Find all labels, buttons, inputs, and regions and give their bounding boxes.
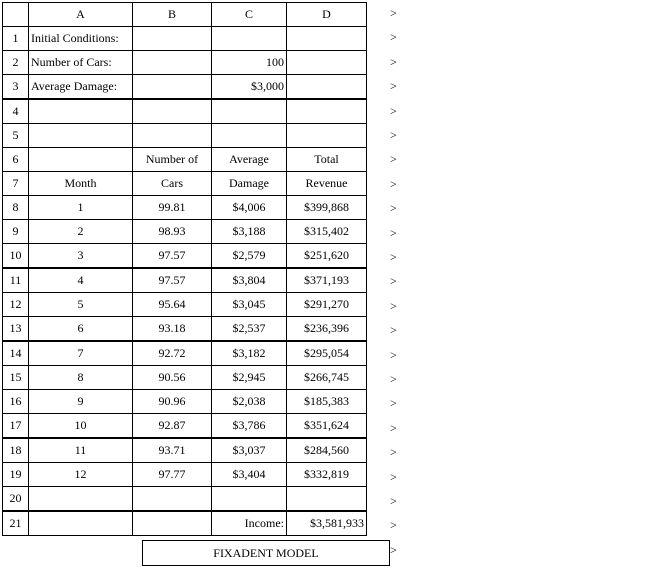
- row-header[interactable]: 11: [3, 268, 29, 293]
- row-header[interactable]: 12: [3, 293, 29, 317]
- row-header[interactable]: 18: [3, 438, 29, 463]
- cell-c[interactable]: $2,537: [212, 317, 287, 342]
- cell-c[interactable]: $3,045: [212, 293, 287, 317]
- column-header-a[interactable]: A: [29, 3, 133, 27]
- table-row: [3, 414, 367, 439]
- cell-d[interactable]: [287, 99, 367, 124]
- cell-c[interactable]: $3,000: [212, 75, 287, 100]
- cell-b[interactable]: [133, 511, 212, 536]
- overflow-arrow-icon: >: [390, 103, 397, 118]
- cell-b[interactable]: [133, 51, 212, 75]
- cell-d[interactable]: $332,819: [287, 463, 367, 487]
- cell-a[interactable]: 1: [29, 196, 133, 220]
- overflow-arrow-icon: >: [390, 54, 397, 69]
- row-header[interactable]: 19: [3, 463, 29, 487]
- cell-b[interactable]: 90.96: [133, 390, 212, 414]
- cell-b[interactable]: Cars: [133, 172, 212, 196]
- cell-b[interactable]: 93.71: [133, 438, 212, 463]
- row-header[interactable]: 16: [3, 390, 29, 414]
- overflow-arrow-icon: >: [390, 176, 397, 191]
- overflow-arrow-icon: >: [390, 128, 397, 142]
- table-row: [3, 341, 367, 366]
- cell-d[interactable]: [287, 487, 367, 512]
- row-header[interactable]: 5: [3, 124, 29, 148]
- cell-a[interactable]: 10: [29, 414, 133, 439]
- cell-c[interactable]: [212, 124, 287, 148]
- cell-d[interactable]: $291,270: [287, 293, 367, 317]
- overflow-arrow-icon: >: [390, 396, 397, 411]
- cell-a[interactable]: 8: [29, 366, 133, 390]
- cell-c[interactable]: $3,182: [212, 341, 287, 366]
- cell-b[interactable]: 97.77: [133, 463, 212, 487]
- table-row: [3, 438, 367, 463]
- row-header[interactable]: 10: [3, 244, 29, 269]
- cell-b[interactable]: 98.93: [133, 220, 212, 244]
- table-row: [3, 172, 367, 196]
- cell-a[interactable]: 3: [29, 244, 133, 269]
- cell-d[interactable]: Total: [287, 148, 367, 172]
- column-header-b[interactable]: B: [133, 3, 212, 27]
- cell-c[interactable]: [212, 99, 287, 124]
- cell-a[interactable]: [29, 148, 133, 172]
- cell-b[interactable]: 90.56: [133, 366, 212, 390]
- overflow-arrow-icon: >: [390, 420, 397, 435]
- row-header[interactable]: 3: [3, 75, 29, 100]
- cell-c[interactable]: $2,038: [212, 390, 287, 414]
- cell-a[interactable]: 2: [29, 220, 133, 244]
- cell-b[interactable]: 92.72: [133, 341, 212, 366]
- table-row: [3, 390, 367, 414]
- table-row: [3, 511, 367, 536]
- table-row: [3, 268, 367, 293]
- cell-d[interactable]: $399,868: [287, 196, 367, 220]
- overflow-arrow-icon: >: [390, 372, 397, 386]
- table-row: [3, 99, 367, 124]
- column-header-d[interactable]: D: [287, 3, 367, 27]
- cell-d[interactable]: $351,624: [287, 414, 367, 439]
- overflow-arrow-icon: >: [390, 225, 397, 240]
- cell-d[interactable]: $266,745: [287, 366, 367, 390]
- cell-d[interactable]: $185,383: [287, 390, 367, 414]
- cell-d[interactable]: $371,193: [287, 268, 367, 293]
- cell-d[interactable]: Revenue: [287, 172, 367, 196]
- table-row: [3, 244, 367, 269]
- cell-a[interactable]: [29, 511, 133, 536]
- cell-d[interactable]: [287, 27, 367, 51]
- cell-d[interactable]: $236,396: [287, 317, 367, 342]
- row-header[interactable]: 20: [3, 487, 29, 512]
- table-row: [3, 148, 367, 172]
- cell-a[interactable]: [29, 487, 133, 512]
- cell-c[interactable]: [212, 487, 287, 512]
- overflow-arrow-icon: >: [390, 542, 397, 557]
- cell-d[interactable]: [287, 75, 367, 100]
- overflow-arrow-icon: >: [390, 30, 397, 45]
- overflow-arrow-icon: >: [390, 323, 397, 338]
- overflow-arrow-icon: >: [390, 250, 397, 264]
- cell-a[interactable]: 6: [29, 317, 133, 342]
- table-row: [3, 293, 367, 317]
- cell-d[interactable]: $251,620: [287, 244, 367, 269]
- cell-c[interactable]: [212, 27, 287, 51]
- cell-b[interactable]: 99.81: [133, 196, 212, 220]
- overflow-arrow-icon: >: [390, 518, 397, 533]
- cell-a[interactable]: [29, 124, 133, 148]
- cell-b[interactable]: 97.57: [133, 244, 212, 269]
- cell-c[interactable]: $3,404: [212, 463, 287, 487]
- cell-b[interactable]: [133, 27, 212, 51]
- cell-b[interactable]: [133, 124, 212, 148]
- cell-a[interactable]: 9: [29, 390, 133, 414]
- cell-a[interactable]: 12: [29, 463, 133, 487]
- row-header[interactable]: 13: [3, 317, 29, 342]
- row-header[interactable]: 21: [3, 511, 29, 536]
- cell-b[interactable]: [133, 99, 212, 124]
- cell-b[interactable]: 97.57: [133, 268, 212, 293]
- table-row: [3, 51, 367, 75]
- cell-a[interactable]: Month: [29, 172, 133, 196]
- overflow-arrow-icon: >: [390, 445, 397, 460]
- cell-b[interactable]: 93.18: [133, 317, 212, 342]
- row-header[interactable]: 8: [3, 196, 29, 220]
- cell-a[interactable]: 4: [29, 268, 133, 293]
- table-row: [3, 75, 367, 100]
- row-header[interactable]: 14: [3, 341, 29, 366]
- cell-b[interactable]: 92.87: [133, 414, 212, 439]
- row-header[interactable]: 9: [3, 220, 29, 244]
- row-header[interactable]: 1: [3, 27, 29, 51]
- cell-c[interactable]: Average: [212, 148, 287, 172]
- table-row: [3, 124, 367, 148]
- cell-a[interactable]: Number of Cars:: [29, 51, 133, 75]
- overflow-arrow-icon: >: [390, 274, 397, 289]
- corner-cell[interactable]: [3, 3, 29, 27]
- overflow-arrow-icon: >: [390, 152, 397, 167]
- cell-c[interactable]: $3,804: [212, 268, 287, 293]
- cell-c[interactable]: $2,579: [212, 244, 287, 269]
- table-row: [3, 27, 367, 51]
- cell-d[interactable]: [287, 51, 367, 75]
- table-row: [3, 487, 367, 512]
- overflow-arrow-icon: >: [390, 201, 397, 216]
- row-header[interactable]: 4: [3, 99, 29, 124]
- model-title-cell: FIXADENT MODEL: [142, 540, 390, 566]
- overflow-arrow-icon: >: [390, 79, 397, 94]
- cell-d[interactable]: $315,402: [287, 220, 367, 244]
- cell-a[interactable]: Initial Conditions:: [29, 27, 133, 51]
- table-row: [3, 196, 367, 220]
- cell-c[interactable]: $2,945: [212, 366, 287, 390]
- cell-a[interactable]: [29, 99, 133, 124]
- cell-c[interactable]: 100: [212, 51, 287, 75]
- table-row: [3, 463, 367, 487]
- cell-b[interactable]: 95.64: [133, 293, 212, 317]
- table-row: [3, 366, 367, 390]
- spreadsheet-grid: [2, 2, 367, 536]
- cell-d[interactable]: $284,560: [287, 438, 367, 463]
- column-header-c[interactable]: C: [212, 3, 287, 27]
- cell-c[interactable]: Income:: [212, 511, 287, 536]
- cell-a[interactable]: 11: [29, 438, 133, 463]
- cell-b[interactable]: [133, 487, 212, 512]
- cell-c[interactable]: Damage: [212, 172, 287, 196]
- cell-c[interactable]: $3,786: [212, 414, 287, 439]
- table-row: [3, 317, 367, 342]
- overflow-arrow-icon: >: [390, 469, 397, 484]
- cell-a[interactable]: 7: [29, 341, 133, 366]
- row-header[interactable]: 2: [3, 51, 29, 75]
- cell-c[interactable]: $4,006: [212, 196, 287, 220]
- overflow-arrow-icon: >: [390, 494, 397, 508]
- row-header[interactable]: 6: [3, 148, 29, 172]
- cell-c[interactable]: $3,188: [212, 220, 287, 244]
- overflow-arrow-icon: >: [390, 6, 397, 20]
- cell-d[interactable]: $3,581,933: [287, 511, 367, 536]
- row-header[interactable]: 15: [3, 366, 29, 390]
- cell-a[interactable]: Average Damage:: [29, 75, 133, 100]
- cell-d[interactable]: [287, 124, 367, 148]
- cell-b[interactable]: Number of: [133, 148, 212, 172]
- table-row: [3, 220, 367, 244]
- cell-d[interactable]: $295,054: [287, 341, 367, 366]
- column-header-row: [3, 3, 367, 27]
- cell-c[interactable]: $3,037: [212, 438, 287, 463]
- cell-b[interactable]: [133, 75, 212, 100]
- cell-a[interactable]: 5: [29, 293, 133, 317]
- overflow-arrow-icon: >: [390, 347, 397, 362]
- row-header[interactable]: 17: [3, 414, 29, 439]
- overflow-arrow-icon: >: [390, 298, 397, 313]
- row-header[interactable]: 7: [3, 172, 29, 196]
